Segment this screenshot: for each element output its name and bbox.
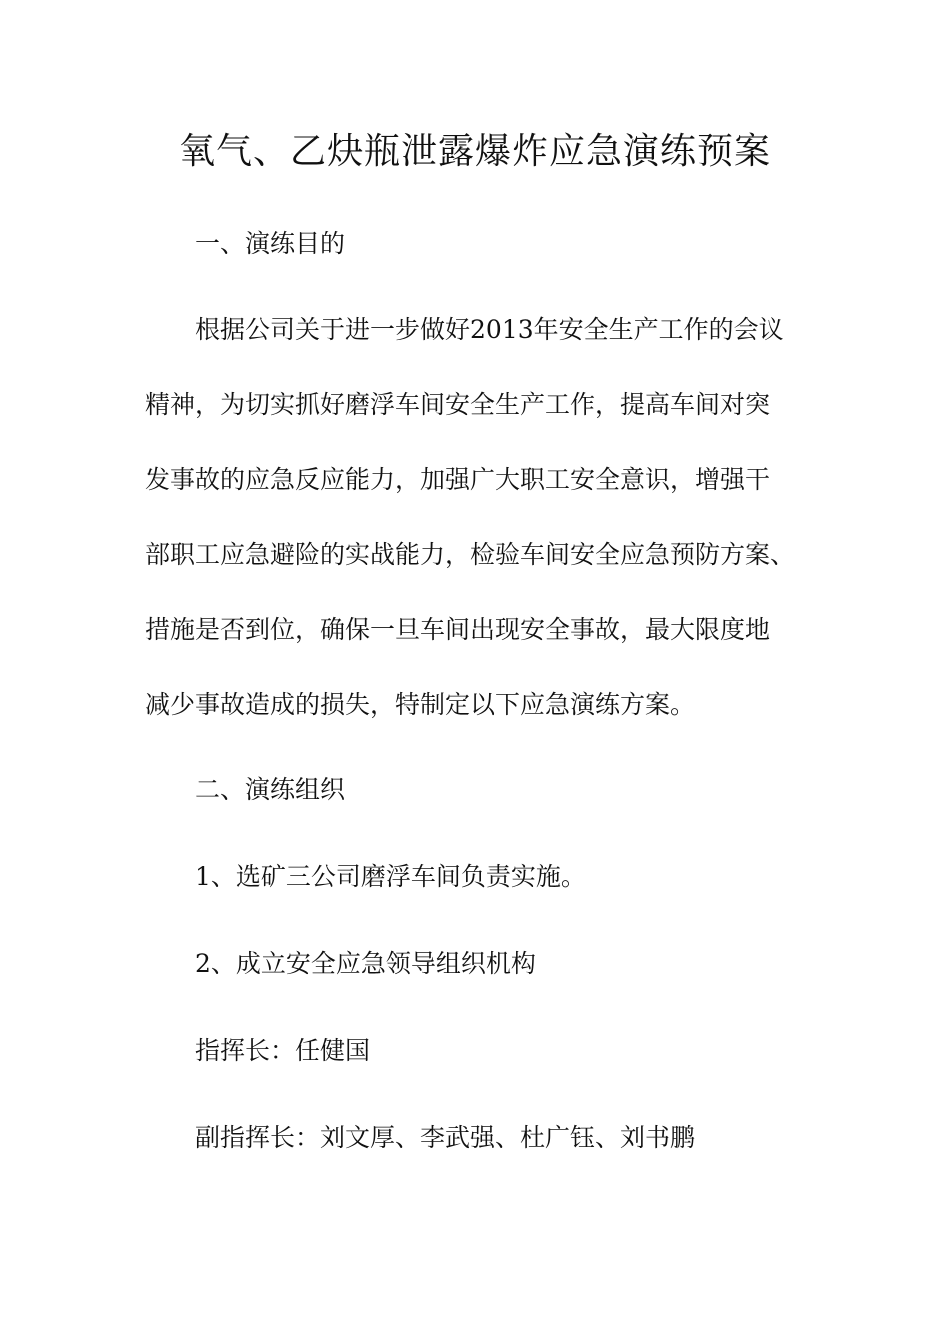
paragraph-line: 减少事故造成的损失，特制定以下应急演练方案。 bbox=[145, 690, 696, 719]
deputy-commander-line: 副指挥长：刘文厚、李武强、杜广钰、刘书鹏 bbox=[195, 1123, 696, 1152]
paragraph-line: 措施是否到位，确保一旦车间出现安全事故，最大限度地 bbox=[145, 615, 771, 644]
commander-line: 指挥长：任健国 bbox=[195, 1036, 371, 1065]
list-item: 2、成立安全应急领导组织机构 bbox=[195, 949, 536, 978]
list-item: 1、选矿三公司磨浮车间负责实施。 bbox=[195, 862, 586, 891]
document-title: 氧气、乙炔瓶泄露爆炸应急演练预案 bbox=[178, 131, 771, 172]
paragraph-line: 部职工应急避险的实战能力，检验车间安全应急预防方案、 bbox=[145, 540, 796, 569]
paragraph-line: 发事故的应急反应能力，加强广大职工安全意识，增强干 bbox=[145, 465, 771, 494]
paragraph-line: 根据公司关于进一步做好2013年安全生产工作的会议 bbox=[195, 315, 784, 344]
section-heading-purpose: 一、演练目的 bbox=[195, 229, 346, 258]
section-heading-organization: 二、演练组织 bbox=[195, 775, 346, 804]
paragraph-line: 精神，为切实抓好磨浮车间安全生产工作，提高车间对突 bbox=[145, 390, 771, 419]
